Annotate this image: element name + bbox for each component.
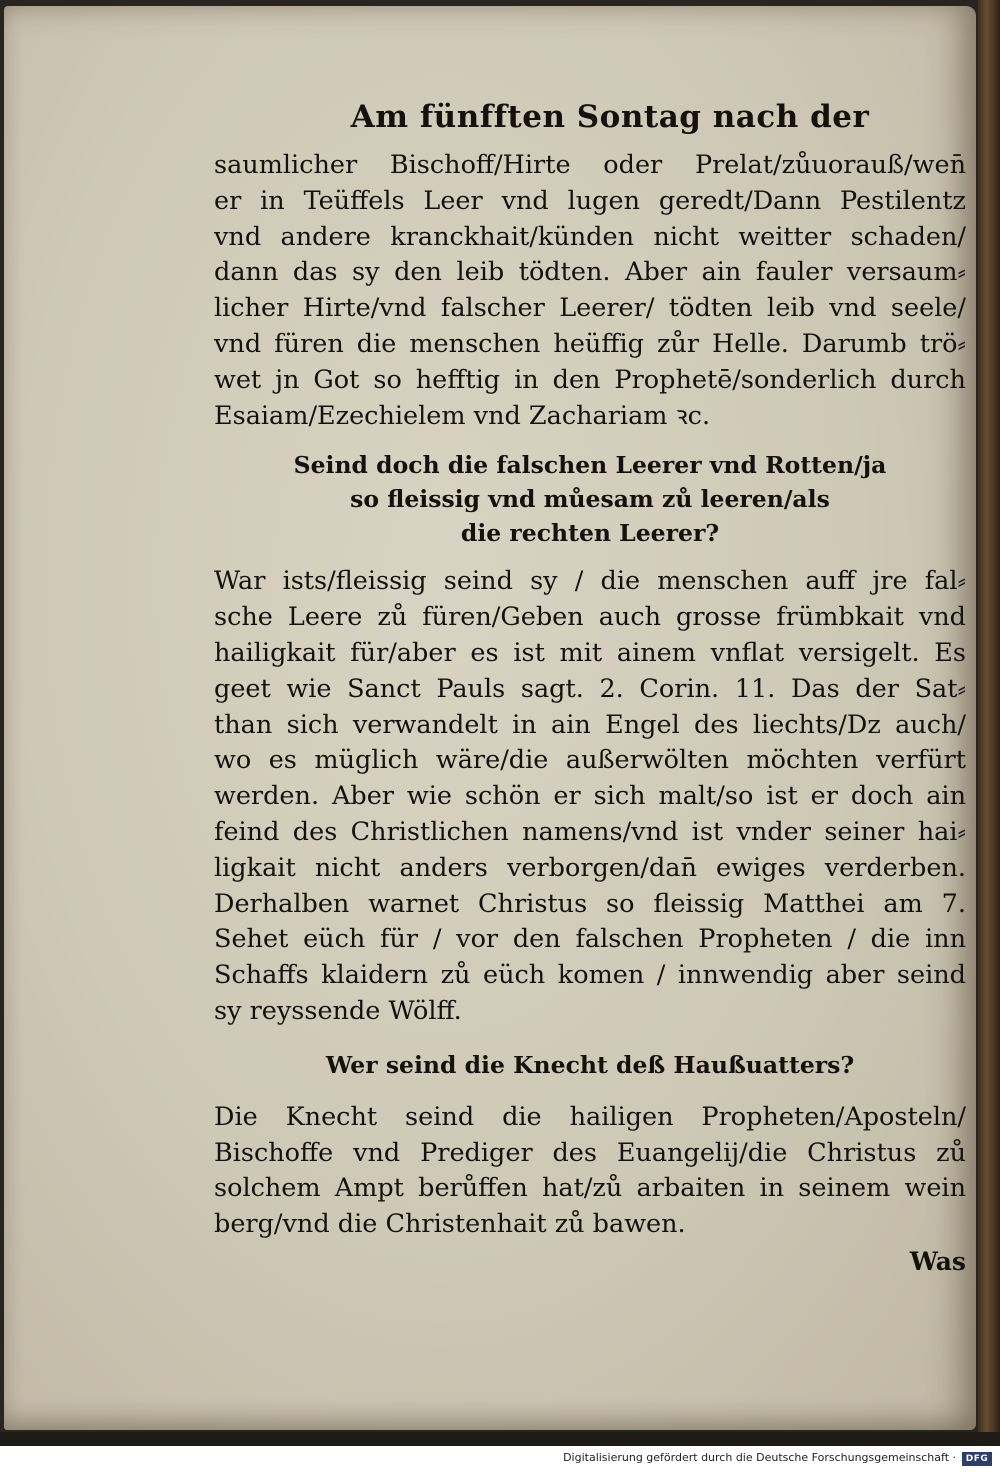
text-line: berg/vnd die Christenhait zů bawen.: [214, 1209, 686, 1240]
text-line: Esaiam/Ezechielem vnd Zachariam ꝛc.: [214, 400, 711, 431]
text-line: geet wie Sanct Pauls sagt. 2. Corin. 11. Das der Sat⸗: [214, 673, 966, 704]
text-line: than sich verwandelt in ain Engel des liechts/Dz auch/: [214, 709, 966, 740]
text-line: er in Teüffels Leer vnd lugen geredt/Dann Pestilentz: [214, 185, 966, 216]
heading-line: so fleissig vnd můesam zů leeren/als: [350, 485, 830, 514]
section-heading-2: [214, 1048, 966, 1082]
funding-note: Digitalisierung gefördert durch die Deutsche Forschungsgemeinschaft ·: [563, 1451, 956, 1464]
catchword: Was: [909, 1246, 966, 1276]
text-line: hailigkait für/aber es ist mit ainem vnflat versigelt. Es: [214, 637, 966, 668]
text-line: feind des Christlichen namens/vnd ist vnder seiner hai⸗: [214, 816, 966, 847]
section-heading-1: [214, 448, 966, 550]
text-line: solchem Ampt berůffen hat/zů arbaiten in seinem wein: [214, 1173, 966, 1204]
paragraph-2: [214, 564, 966, 1029]
book-edge: [978, 0, 1000, 1446]
text-line: wo es müglich wäre/die außerwölten möchten verfürt: [214, 745, 966, 776]
scan-bottom-edge: [0, 1432, 1000, 1446]
text-line: vnd andere kranckhait/künden nicht weitter schaden/: [214, 221, 966, 252]
page-text-block: [214, 94, 966, 1279]
heading-line: Seind doch die falschen Leerer vnd Rotten/ja: [293, 451, 887, 480]
running-head: Am fünfften Sontag nach der: [350, 99, 870, 135]
text-line: sche Leere zů füren/Geben auch grosse frümbkait vnd: [214, 602, 966, 633]
text-line: saumlicher Bischoff/Hirte oder Prelat/zůuorauß/wen̄: [214, 150, 966, 180]
text-line: Sehet eüch für / vor den falschen Propheten / die inn: [214, 924, 966, 955]
heading-line: die rechten Leerer?: [460, 519, 720, 548]
heading-line: Wer seind die Knecht deß Haußuatters?: [325, 1050, 855, 1079]
paragraph-1: [214, 148, 966, 434]
text-line: wet jn Got so hefftig in den Prophetē/sonderlich durch: [214, 364, 966, 395]
text-line: Schaffs klaidern zů eüch komen / innwendig aber seind: [214, 960, 966, 991]
footer-bar: [0, 1446, 1000, 1472]
text-line: vnd füren die menschen heüffig zůr Helle. Darumb trö⸗: [214, 328, 966, 359]
dfg-logo-icon: DFG: [962, 1452, 992, 1466]
text-line: sy reyssende Wölff.: [214, 995, 462, 1026]
book-page: [4, 6, 976, 1430]
text-line: Die Knecht seind die hailigen Propheten/Aposteln/: [214, 1101, 966, 1132]
text-line: ligkait nicht anders verborgen/dan̄ ewiges verderben.: [214, 852, 966, 883]
text-line: War ists/fleissig seind sy / die menschen auff jre fal⸗: [214, 566, 966, 597]
text-line: Derhalben warnet Christus so fleissig Matthei am 7.: [214, 888, 966, 919]
text-line: Bischoffe vnd Prediger des Euangelij/die Christus zů: [214, 1137, 966, 1168]
paragraph-3: [214, 1100, 966, 1243]
text-line: dann das sy den leib tödten. Aber ain fauler versaum⸗: [214, 257, 966, 288]
text-line: licher Hirte/vnd falscher Leerer/ tödten leib vnd seele/: [214, 293, 966, 324]
text-line: werden. Aber wie schön er sich malt/so ist er doch ain: [214, 781, 966, 812]
